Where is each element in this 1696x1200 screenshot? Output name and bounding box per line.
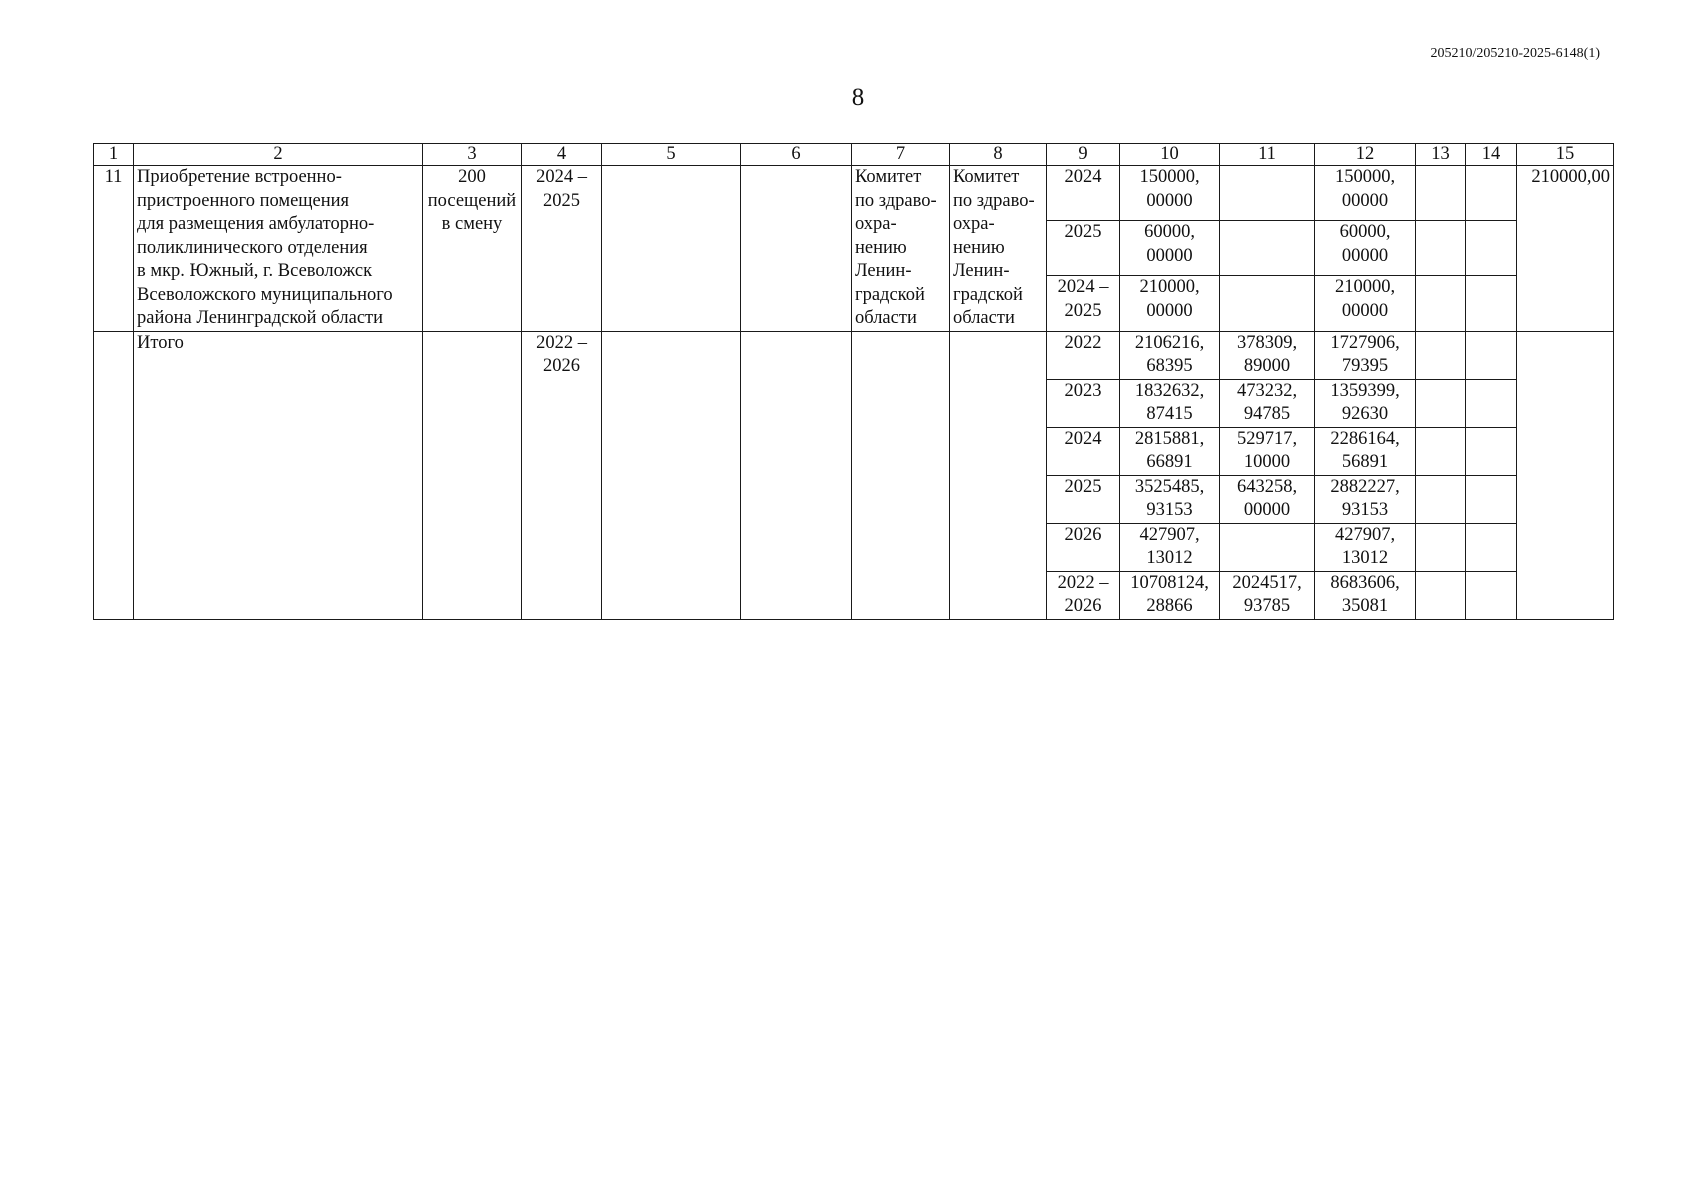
federal-amount-cell: 643258, 00000	[1220, 475, 1315, 523]
column-number-cell: 6	[741, 144, 852, 166]
year-cell: 2025	[1047, 475, 1120, 523]
column-number-cell: 4	[522, 144, 602, 166]
column-number-cell: 2	[134, 144, 423, 166]
column-14-cell	[1466, 276, 1517, 331]
column-14-cell	[1466, 523, 1517, 571]
total-amount-cell: 210000, 00000	[1120, 276, 1220, 331]
federal-amount-cell: 529717, 10000	[1220, 427, 1315, 475]
item-number-cell	[94, 331, 134, 619]
year-cell: 2025	[1047, 221, 1120, 276]
column-number-cell: 15	[1517, 144, 1614, 166]
year-cell: 2024	[1047, 166, 1120, 221]
year-cell: 2026	[1047, 523, 1120, 571]
column-number-cell: 13	[1416, 144, 1466, 166]
object-name-cell: Итого	[134, 331, 423, 619]
year-cell: 2022	[1047, 331, 1120, 379]
total-amount-cell: 2815881, 66891	[1120, 427, 1220, 475]
column-number-cell: 10	[1120, 144, 1220, 166]
federal-amount-cell	[1220, 166, 1315, 221]
column-number-cell: 8	[950, 144, 1047, 166]
object-name-cell: Приобретение встроенно- пристроенного помещения для размещения амбулаторно- поликлинического отделения в мкр. Южный, г. Всеволожск Всеволожского муниципального района Ленинградской области	[134, 166, 423, 332]
column-13-cell	[1416, 475, 1466, 523]
page-number: 8	[851, 84, 865, 111]
column-13-cell	[1416, 276, 1466, 331]
total-amount-cell: 1832632, 87415	[1120, 379, 1220, 427]
document-id: 205210/205210-2025-6148(1)	[1430, 46, 1600, 61]
federal-amount-cell: 473232, 94785	[1220, 379, 1315, 427]
customer-cell	[852, 331, 950, 619]
total-amount-cell: 3525485, 93153	[1120, 475, 1220, 523]
column-number-row	[94, 144, 1614, 166]
regional-amount-cell: 2286164, 56891	[1315, 427, 1416, 475]
column-14-cell	[1466, 331, 1517, 379]
period-cell: 2022 – 2026	[522, 331, 602, 619]
table-body	[94, 144, 1614, 620]
total-amount-cell: 60000, 00000	[1120, 221, 1220, 276]
column-number-cell: 11	[1220, 144, 1315, 166]
year-cell: 2024 – 2025	[1047, 276, 1120, 331]
column-number-cell: 9	[1047, 144, 1120, 166]
total-amount-cell: 150000, 00000	[1120, 166, 1220, 221]
regional-amount-cell: 60000, 00000	[1315, 221, 1416, 276]
year-cell: 2023	[1047, 379, 1120, 427]
year-cell: 2024	[1047, 427, 1120, 475]
column-number-cell: 3	[423, 144, 522, 166]
regional-amount-cell: 2882227, 93153	[1315, 475, 1416, 523]
total-amount-cell: 427907, 13012	[1120, 523, 1220, 571]
capacity-cell	[423, 331, 522, 619]
column-15-cell	[1517, 331, 1614, 619]
federal-amount-cell: 2024517, 93785	[1220, 571, 1315, 619]
item-number-cell: 11	[94, 166, 134, 332]
column-5-cell	[602, 331, 741, 619]
column-14-cell	[1466, 166, 1517, 221]
table-row	[94, 331, 1614, 379]
column-5-cell	[602, 166, 741, 332]
column-13-cell	[1416, 427, 1466, 475]
developer-cell	[950, 331, 1047, 619]
regional-amount-cell: 150000, 00000	[1315, 166, 1416, 221]
column-14-cell	[1466, 475, 1517, 523]
column-6-cell	[741, 331, 852, 619]
total-amount-cell: 10708124, 28866	[1120, 571, 1220, 619]
column-number-cell: 5	[602, 144, 741, 166]
column-number-cell: 1	[94, 144, 134, 166]
regional-amount-cell: 1727906, 79395	[1315, 331, 1416, 379]
column-6-cell	[741, 166, 852, 332]
regional-amount-cell: 1359399, 92630	[1315, 379, 1416, 427]
column-13-cell	[1416, 221, 1466, 276]
column-13-cell	[1416, 523, 1466, 571]
developer-cell: Комитет по здраво- охра- нению Ленин- градской области	[950, 166, 1047, 332]
column-number-cell: 12	[1315, 144, 1416, 166]
column-14-cell	[1466, 571, 1517, 619]
program-table	[93, 143, 1614, 620]
customer-cell: Комитет по здраво- охра- нению Ленин- градской области	[852, 166, 950, 332]
column-13-cell	[1416, 166, 1466, 221]
column-14-cell	[1466, 379, 1517, 427]
column-14-cell	[1466, 221, 1517, 276]
column-number-cell: 7	[852, 144, 950, 166]
column-13-cell	[1416, 331, 1466, 379]
regional-amount-cell: 427907, 13012	[1315, 523, 1416, 571]
column-14-cell	[1466, 427, 1517, 475]
regional-amount-cell: 210000, 00000	[1315, 276, 1416, 331]
column-number-cell: 14	[1466, 144, 1517, 166]
capacity-cell: 200 посещений в смену	[423, 166, 522, 332]
federal-amount-cell	[1220, 523, 1315, 571]
table-row	[94, 166, 1614, 221]
year-cell: 2022 – 2026	[1047, 571, 1120, 619]
federal-amount-cell: 378309, 89000	[1220, 331, 1315, 379]
column-13-cell	[1416, 379, 1466, 427]
column-13-cell	[1416, 571, 1466, 619]
regional-amount-cell: 8683606, 35081	[1315, 571, 1416, 619]
federal-amount-cell	[1220, 221, 1315, 276]
column-15-cell: 210000,00	[1517, 166, 1614, 332]
total-amount-cell: 2106216, 68395	[1120, 331, 1220, 379]
period-cell: 2024 – 2025	[522, 166, 602, 332]
federal-amount-cell	[1220, 276, 1315, 331]
